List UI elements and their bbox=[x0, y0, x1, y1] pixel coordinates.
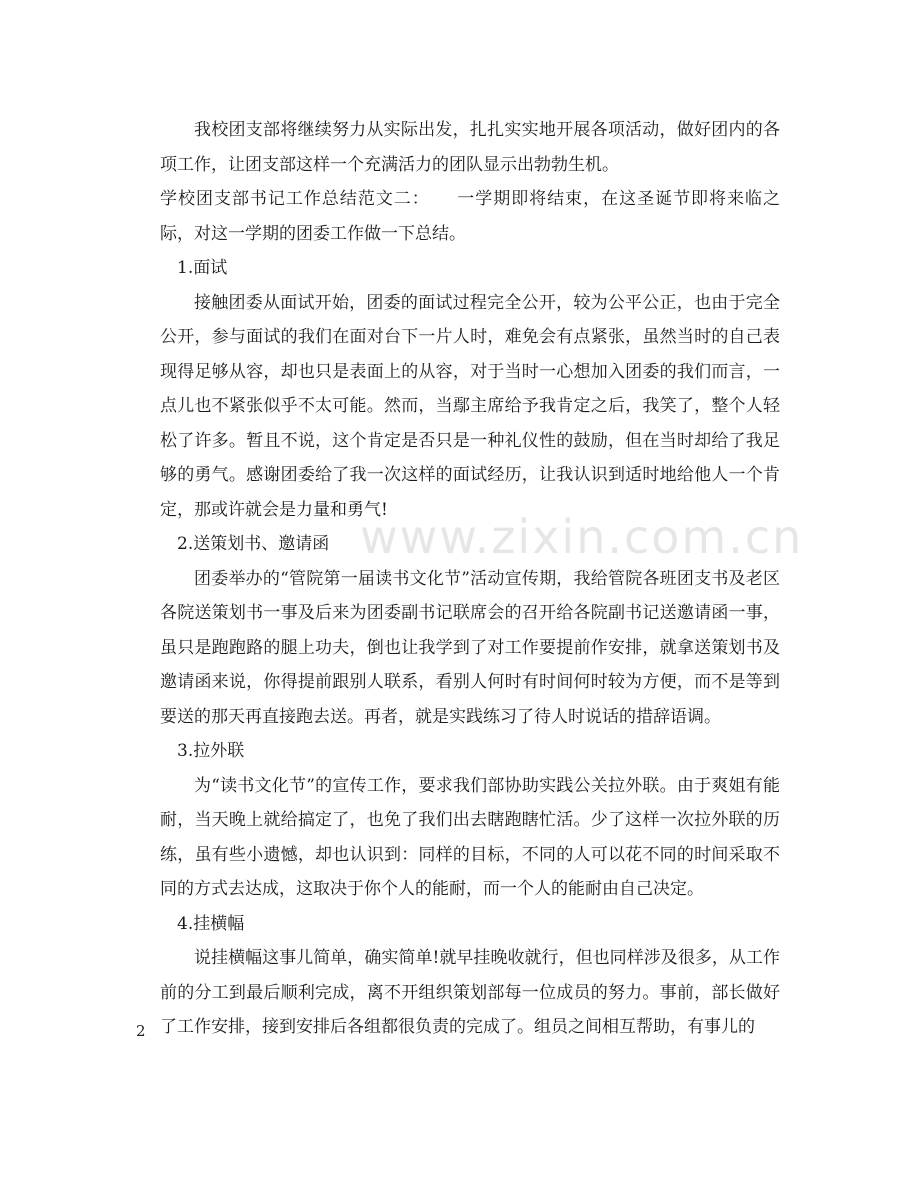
section-heading-interview: 1.面试 bbox=[177, 258, 228, 278]
page-number: 2 bbox=[136, 1022, 146, 1040]
section-heading-sponsorship: 3.拉外联 bbox=[177, 741, 245, 761]
paragraph-interview: 接触团委从面试开始，团委的面试过程完全公开，较为公平公正，也由于完全公开，参与面试的我们在面对台下一片人时，难免会有点紧张，虽然当时的自己表现得足够从容，却也只是表面上的从容，对于当时一心想加入团委的我们而言，一点儿也不紧张似乎不太可能。然而，当鄢主席给予我肯定之后，我笑了，整个人轻松了许多。暂且不说，这个肯定是否只是一种礼仪性的鼓励，但在当时却给了我足够的勇气。感谢团委给了我一次这样的面试经历，让我认识到适时地给他人一个肯定，那或许就会是力量和勇气! bbox=[160, 292, 780, 520]
paragraph-intro: 我校团支部将继续努力从实际出发，扎扎实实地开展各项活动，做好团内的各项工作，让团支部这样一个充满活力的团队显示出勃勃生机。 bbox=[160, 120, 780, 175]
section-heading-delivery: 2.送策划书、邀请函 bbox=[177, 534, 330, 554]
paragraph-banner: 说挂横幅这事儿简单，确实简单!就早挂晚收就行，但也同样涉及很多，从工作前的分工到最后顺利完成，离不开组织策划部每一位成员的努力。事前，部长做好了工作安排，接到安排后各组都很负责的完成了。组员之间相互帮助，有事儿的 bbox=[160, 948, 780, 1037]
document-body bbox=[160, 113, 780, 1045]
watermark: www.zixin.com.cn bbox=[360, 510, 804, 564]
paragraph-delivery: 团委举办的“管院第一届读书文化节”活动宣传期，我给管院各班团支书及老区各院送策划书一事及后来为团委副书记联席会的召开给各院副书记送邀请函一事，虽只是跑跑路的腿上功夫，倒也让我学到了对工作要提前作安排，就拿送策划书及邀请函来说，你得提前跟别人联系，看别人何时有时间何时较为方便，而不是等到要送的那天再直接跑去送。再者，就是实践练习了待人时说话的措辞语调。 bbox=[160, 568, 780, 727]
paragraph-title-line: 学校团支部书记工作总结范文二： 一学期即将结束，在这圣诞节即将来临之际，对这一学期的团委工作做一下总结。 bbox=[160, 189, 780, 244]
section-heading-banner: 4.挂横幅 bbox=[177, 913, 245, 934]
paragraph-sponsorship: 为“读书文化节”的宣传工作，要求我们部协助实践公关拉外联。由于爽姐有能耐，当天晚上就给搞定了，也免了我们出去瞎跑瞎忙活。少了这样一次拉外联的历练，虽有些小遗憾，却也认识到：同样的目标，不同的人可以花不同的时间采取不同的方式去达成，这取决于你个人的能耐，而一个人的能耐由自己决定。 bbox=[160, 775, 780, 899]
